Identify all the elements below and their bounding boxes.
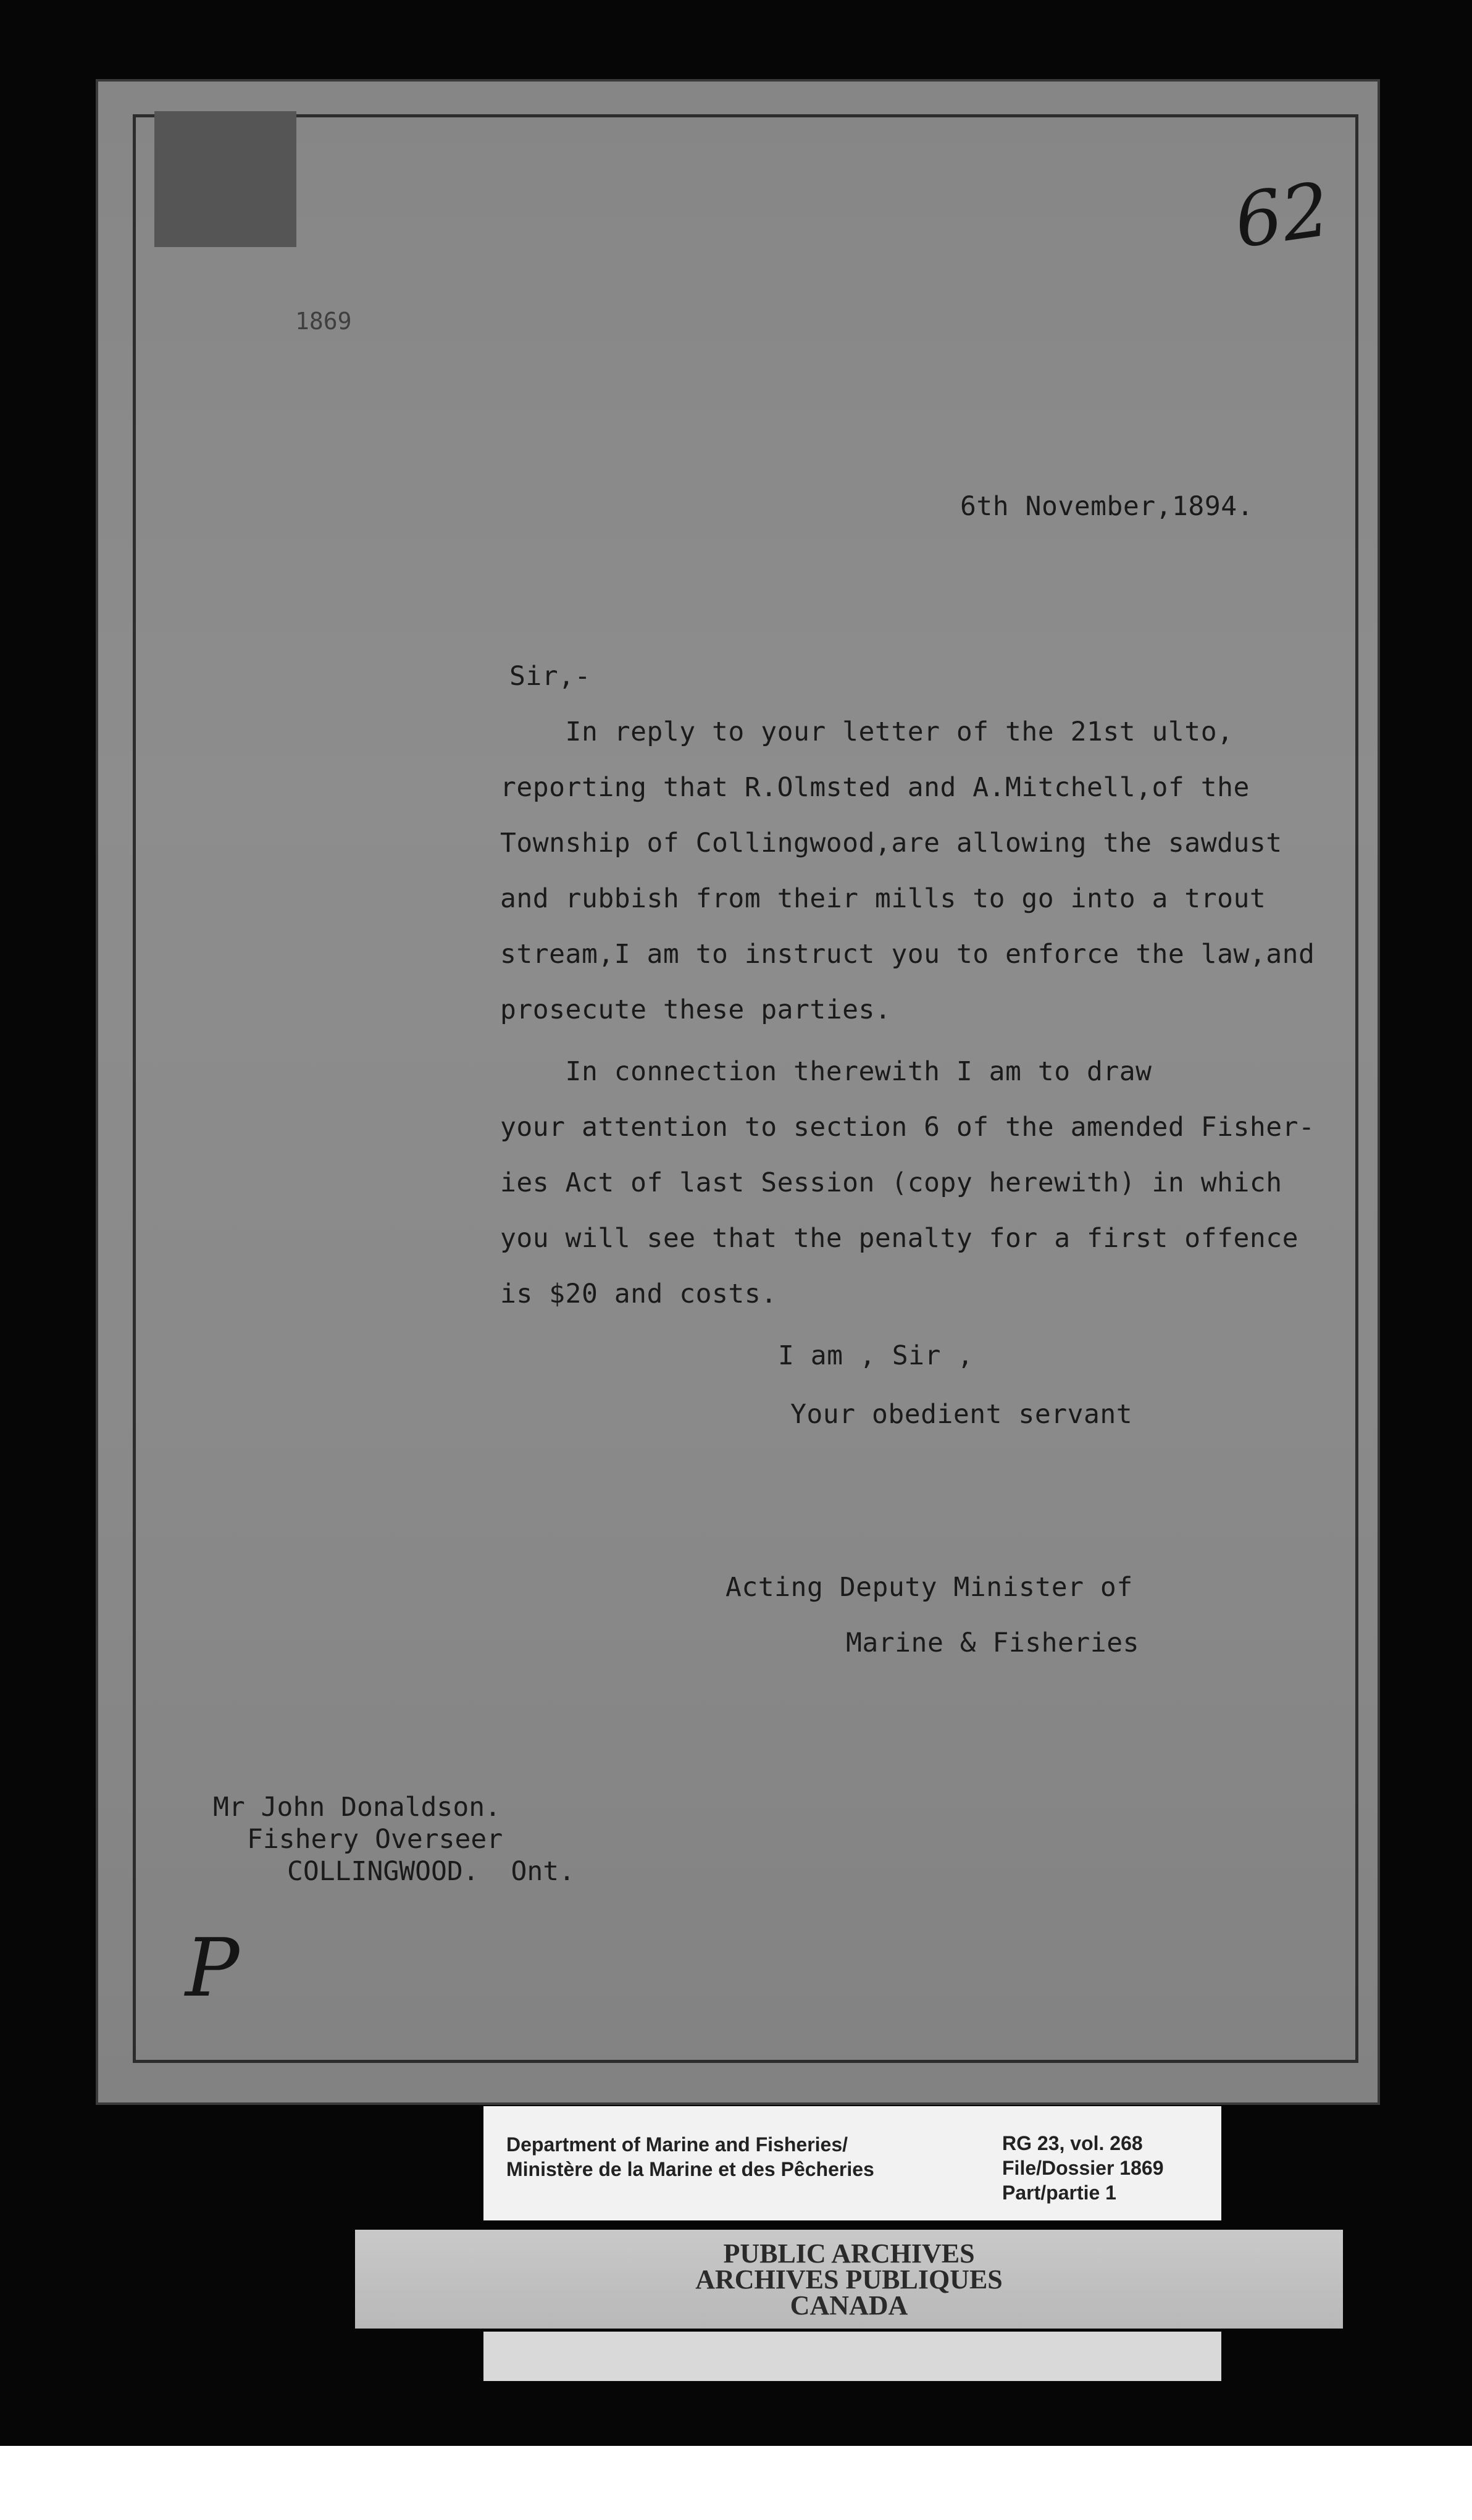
file-dossier: File/Dossier 1869	[1002, 2157, 1164, 2179]
recipient-name: Mr John Donaldson.	[213, 1792, 501, 1823]
department-french: Ministère de la Marine et des Pêcheries	[506, 2158, 874, 2180]
recipient-province: Ont.	[511, 1856, 575, 1887]
body-line: ies Act of last Session (copy herewith) in which	[500, 1167, 1282, 1198]
file-number: 1869	[295, 308, 352, 335]
body-line: prosecute these parties.	[500, 994, 892, 1025]
archives-line-2: ARCHIVES PUBLIQUES	[695, 2264, 1003, 2295]
salutation: Sir,-	[509, 661, 591, 692]
part-partie: Part/partie 1	[1002, 2182, 1116, 2204]
recipient-place	[213, 1855, 575, 1888]
closing: I am , Sir ,	[778, 1340, 974, 1371]
recipient-title: Fishery Overseer	[247, 1824, 503, 1855]
archives-line-3: CANADA	[790, 2290, 908, 2320]
caption-department	[506, 2132, 874, 2182]
sheet-border	[133, 114, 1358, 2063]
body-line: your attention to section 6 of the amended Fisher-	[500, 1112, 1315, 1143]
body-line: is $20 and costs.	[500, 1279, 777, 1309]
handwritten-initial: P	[185, 1921, 240, 2015]
signature-department: Marine & Fisheries	[846, 1628, 1139, 1658]
caption-reference	[1002, 2131, 1163, 2205]
recipient-address	[213, 1791, 575, 1888]
margin-note: 62	[1229, 167, 1335, 265]
archives-stamp	[355, 2230, 1343, 2329]
recipient-town: COLLINGWOOD.	[287, 1856, 479, 1887]
body-line: Township of Collingwood,are allowing the sawdust	[500, 828, 1282, 859]
corner-tape-patch	[154, 111, 296, 247]
archive-caption	[483, 2106, 1221, 2220]
bottom-strip	[483, 2332, 1221, 2381]
body-line: reporting that R.Olmsted and A.Mitchell,of the	[500, 772, 1250, 803]
body-line: In connection therewith I am to draw	[500, 1056, 1152, 1087]
letter-date: 6th November,1894.	[960, 491, 1253, 522]
signature-title: Acting Deputy Minister of	[726, 1572, 1133, 1603]
body-line: you will see that the penalty for a first offence	[500, 1223, 1299, 1254]
closing-servant: Your obedient servant	[790, 1399, 1133, 1430]
body-line: stream,I am to instruct you to enforce the law,and	[500, 939, 1315, 970]
body-line: and rubbish from their mills to go into a trout	[500, 883, 1266, 914]
body-line: In reply to your letter of the 21st ulto,	[500, 716, 1234, 747]
archives-line-1: PUBLIC ARCHIVES	[723, 2238, 975, 2269]
department-english: Department of Marine and Fisheries/	[506, 2133, 848, 2156]
record-group: RG 23, vol. 268	[1002, 2132, 1143, 2154]
